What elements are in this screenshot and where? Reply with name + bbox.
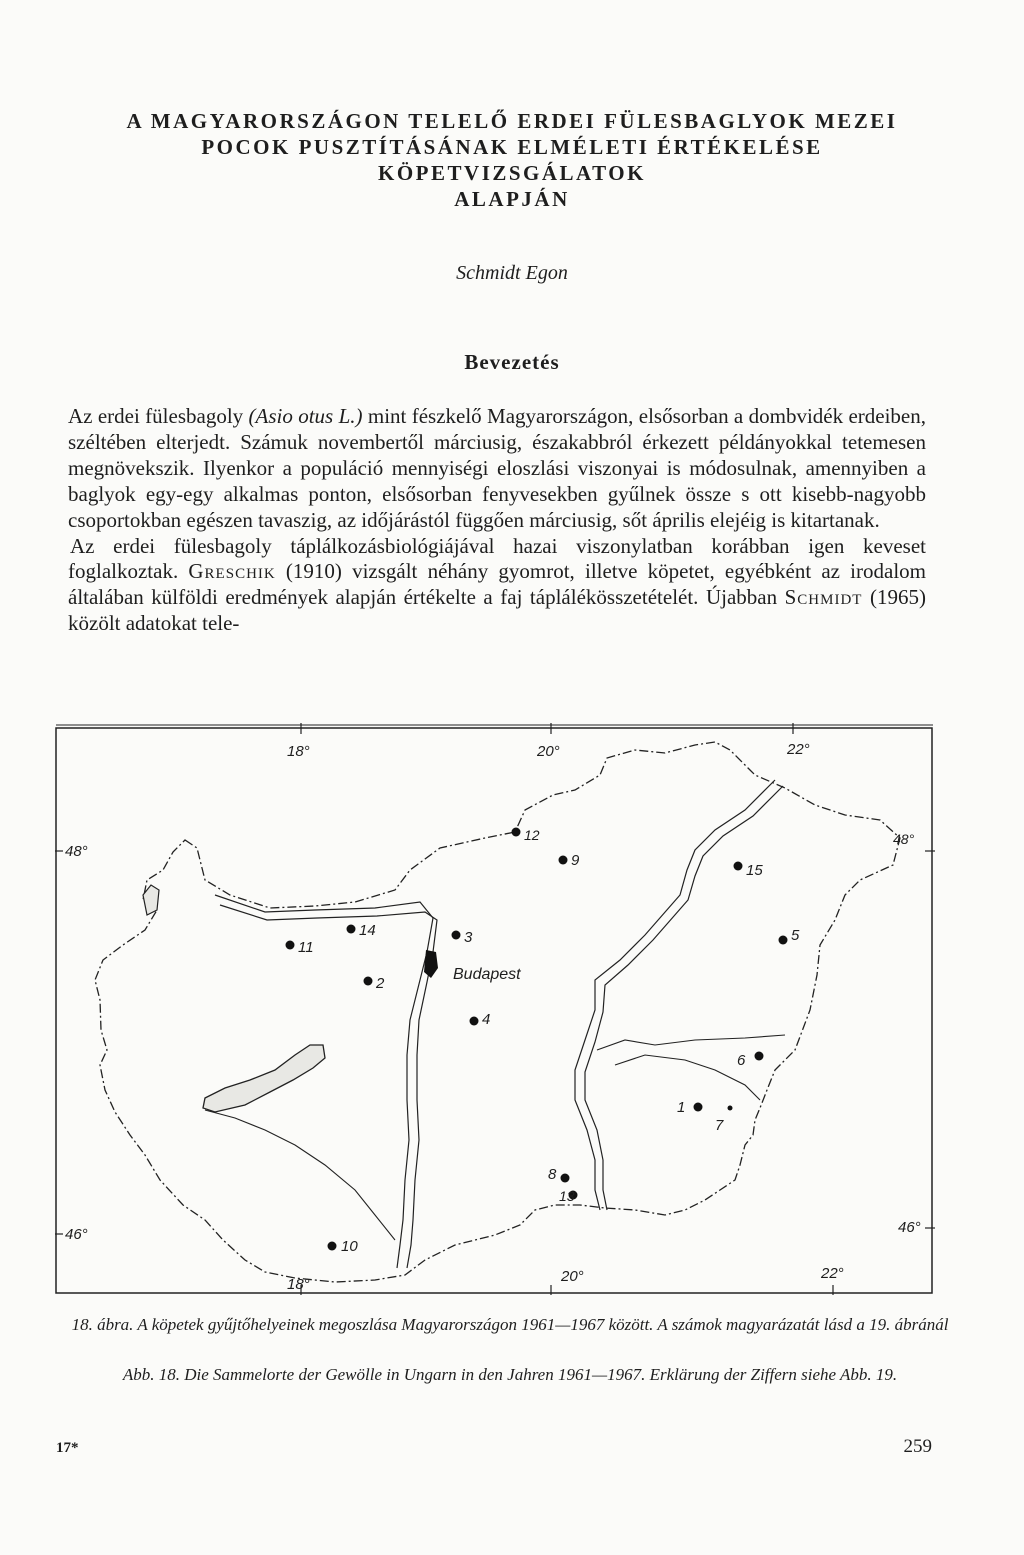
lake-balaton [203,1045,325,1112]
map-ticks [55,723,935,1295]
site-12 [512,827,540,843]
site-3 [452,929,474,946]
p1-post: mint fészkelő Magyarországon, elsősorban a dombvidék erdeiben, széltében elterjedt. Számuk novembertől márciusig, északabbról érkezett példányokkal tetemesen megnövekszik. Ilyenkor a populáció mennyiségi eloszlási viszonyai is módosulnak, amennyiben a baglyok egy-egy alkalmas ponton, elsősorban fenyvesekben gyűlnek össze s ott kisebb-nagyobb csoportokban egészen tavaszig, az időjárástól függően márciusig, sőt április elejéig is kitartanak. [68,404,927,532]
p1-pre: Az erdei fülesbagoly [68,404,249,428]
site-label-2: 2 [376,975,385,992]
site-label-8: 8 [548,1166,557,1183]
lon-label-bottom-20: 20° [561,1268,584,1285]
body-text [68,404,926,637]
lon-label-bottom-18: 18° [287,1276,310,1293]
lon-label-top-20: 20° [537,743,560,760]
site-label-4: 4 [482,1011,491,1028]
title-line-2: POCOK PUSZTÍTÁSÁNAK ELMÉLETI ÉRTÉKELÉSE [201,135,823,159]
paragraph-2 [68,534,926,638]
site-13 [559,1188,578,1204]
site-8 [548,1166,570,1183]
lat-label-left-46: 46° [65,1226,88,1243]
site-label-1: 1 [677,1099,686,1116]
site-5 [779,927,801,945]
site-label-12: 12 [524,827,540,843]
site-10 [328,1238,359,1255]
figure-caption-hungarian: 18. ábra. A köpetek gyűjtőhelyeinek megoszlása Magyarországon 1961—1967 között. A számok magyarázatát lásd a 19. ábránál [71,1315,949,1334]
hungary-map [55,720,935,1295]
site-label-3: 3 [464,929,473,946]
budapest-label: Budapest [453,966,521,983]
site-6 [737,1052,764,1070]
p2-mid: (1910) vizsgált néhány gyomrot, illetve köpetet, egyébként az irodalom általában külföldi eredmények alapján értékelte a faj táplálékösszetételét. Újabban [68,559,926,610]
lat-label-right-48: 48° [893,831,915,847]
site-label-5: 5 [791,927,800,944]
lon-label-top-22: 22° [787,741,810,758]
lat-label-right-46: 46° [898,1219,921,1236]
site-15 [734,862,764,880]
map-figure [55,720,935,1295]
site-2 [364,975,386,992]
p2-post: (1965) közölt adatokat tele- [68,585,926,636]
title-line-3: KÖPETVIZSGÁLATOK [378,161,646,185]
title-line-1: A MAGYARORSZÁGON TELELŐ ERDEI FÜLESBAGLYOK MEZEI [126,109,898,133]
page-number: 259 [903,1436,932,1457]
site-7 [715,1106,733,1135]
budapest-marker [424,950,438,978]
author: Schmidt Egon [456,262,568,284]
lat-label-left-48: 48° [65,843,88,860]
site-label-15: 15 [746,862,763,879]
author-citation-greschik: Greschik [188,559,276,584]
country-border [95,742,900,1282]
figure-caption-german: Abb. 18. Die Sammelorte der Gewölle in Ungarn in den Jahren 1961—1967. Erklärung der Ziffern siehe Abb. 19. [122,1365,898,1384]
site-label-13: 13 [559,1188,575,1204]
paragraph-1 [68,404,926,534]
printer-signature: 17* [56,1440,79,1456]
article-title [0,108,1024,212]
section-heading: Bevezetés [464,350,560,374]
latin-name: (Asio otus L.) [248,404,363,428]
site-label-14: 14 [359,922,376,939]
lon-label-bottom-22: 22° [821,1265,844,1282]
p2-pre: Az erdei fülesbagoly táplálkozásbiológiájával hazai viszonylatban korábban igen keveset foglalkoztak. [68,533,926,584]
site-label-7: 7 [715,1117,724,1134]
site-label-10: 10 [341,1238,358,1255]
koros-river [597,1035,785,1100]
title-line-4: ALAPJÁN [454,187,570,211]
site-14 [347,922,376,939]
site-11 [286,939,314,956]
lon-label-top-18: 18° [287,743,310,760]
author-citation-schmidt: Schmidt [784,585,863,610]
tisza-river-bank [585,786,783,1210]
site-1 [677,1099,703,1116]
site-label-9: 9 [571,852,580,869]
site-9 [559,852,581,869]
site-label-11: 11 [298,939,314,956]
site-label-6: 6 [737,1052,746,1069]
site-4 [470,1011,491,1028]
drava-river [205,1110,395,1240]
